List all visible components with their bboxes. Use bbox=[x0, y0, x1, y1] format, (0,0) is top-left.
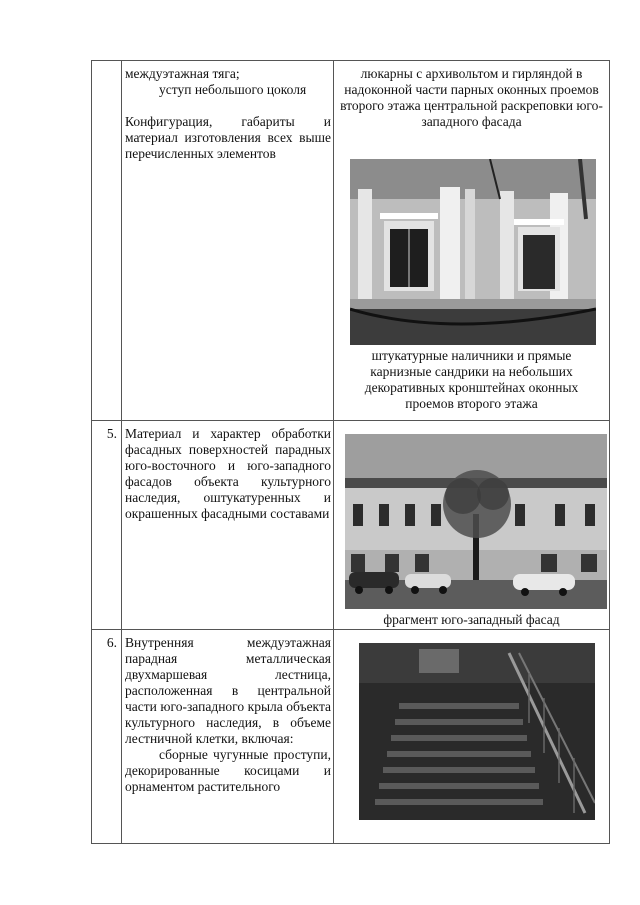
street-facade-photo bbox=[345, 434, 607, 609]
text-line-tyaga: междуэтажная тяга; bbox=[125, 66, 240, 81]
table-border-bottom bbox=[91, 843, 610, 844]
table-border-top bbox=[91, 60, 610, 61]
caption-lyukarny: люкарны с архивольтом и гирляндой в надоконной части парных оконных проемов второго этажа центральной раскреповки юго-западного фасада bbox=[340, 66, 603, 129]
row-divider-6 bbox=[91, 629, 610, 630]
row6-text-main: Внутренняя междуэтажная парадная металлическая двухмаршевая лестница, расположенная в центральной части юго-западного крыла объекта культурного наследия, в объеме лестничной клетки, включая: bbox=[125, 635, 331, 746]
row5-description: Материал и характер обработки фасадных поверхностей парадных юго-восточного и юго-западного фасадов объекта культурного наследия, оштукатуренных и окрашенных фасадными составами bbox=[125, 426, 331, 521]
caption-nalichniki: штукатурные наличники и прямые карнизные сандрики на небольших декоративных кронштейнах оконных проемов второго этажа bbox=[364, 348, 579, 411]
row-number-5: 5. bbox=[106, 426, 117, 441]
caption-fragment-facade: фрагмент юго-западный фасад bbox=[383, 612, 560, 627]
table-border-left bbox=[91, 60, 92, 844]
street-facade-image bbox=[345, 434, 607, 609]
text-line-tsokol: уступ небольшого цоколя bbox=[159, 82, 307, 97]
staircase-image bbox=[359, 643, 595, 820]
facade-windows-photo bbox=[350, 159, 596, 345]
text-para-configuration: Конфигурация, габариты и материал изготовления всех выше перечисленных элементов bbox=[125, 114, 331, 161]
table-border-right bbox=[609, 60, 610, 844]
row6-description bbox=[125, 635, 331, 795]
row-divider-5 bbox=[91, 420, 610, 421]
table-divider-main bbox=[333, 60, 334, 844]
facade-windows-image bbox=[350, 159, 596, 345]
row-number-6: 6. bbox=[106, 635, 117, 650]
row6-text-continued: сборные чугунные проступи, декорированные косицами и орнаментом растительного bbox=[125, 747, 331, 794]
table-divider-num bbox=[121, 60, 122, 844]
staircase-photo bbox=[359, 643, 595, 820]
prev-row-left-cell bbox=[125, 66, 331, 162]
